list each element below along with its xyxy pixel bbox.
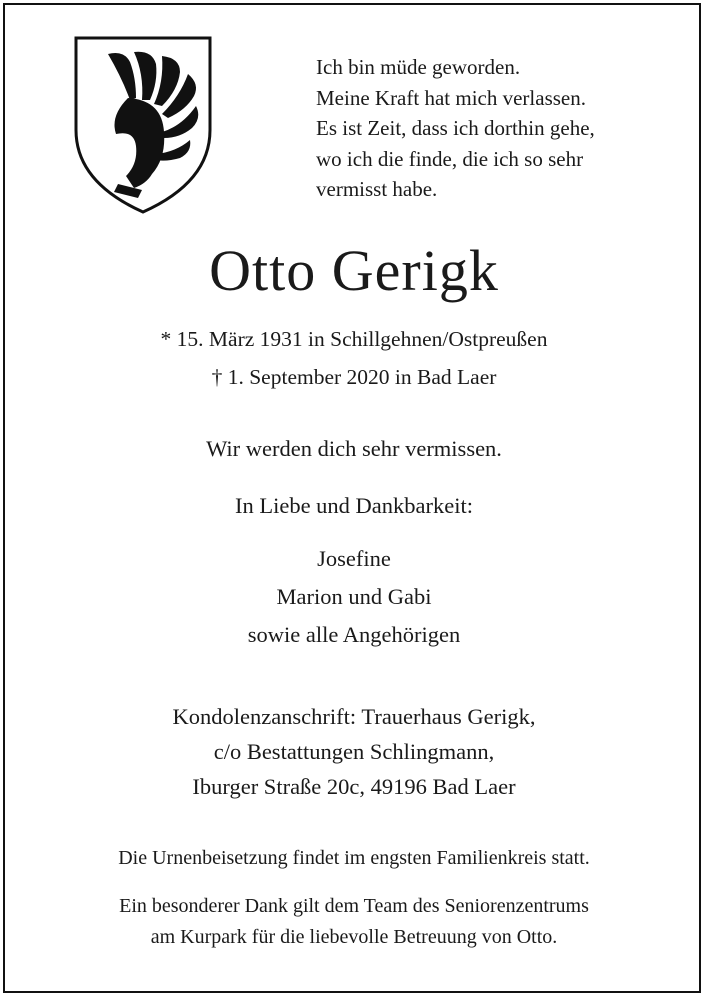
deceased-name: Otto Gerigk [209, 238, 499, 303]
poem-line: Es ist Zeit, dass ich dorthin gehe, [316, 116, 595, 140]
address-line: c/o Bestattungen Schlingmann, [213, 739, 495, 764]
birth-date: * 15. März 1931 in Schillgehnen/Ostpreußen [160, 327, 548, 351]
poem [316, 52, 676, 205]
thanks-line: am Kurpark für die liebevolle Betreuung von Otto. [150, 926, 558, 948]
address-line: Iburger Straße 20c, 49196 Bad Laer [192, 774, 516, 799]
life-dates [0, 320, 708, 396]
thanks-line: Ein besonderer Dank gilt dem Team des Seniorenzentrums [119, 895, 589, 917]
burial-note: Die Urnenbeisetzung findet im engsten Familienkreis statt. [118, 847, 590, 869]
mourners-list [0, 540, 708, 654]
thanks-note [0, 891, 708, 953]
poem-line: Ich bin müde geworden. [316, 55, 521, 79]
mourner: sowie alle Angehörigen [247, 622, 461, 647]
address-line: Kondolenzanschrift: Trauerhaus Gerigk, [172, 704, 536, 729]
coat-of-arms-eagle-wing-icon [72, 34, 214, 216]
poem-line: Meine Kraft hat mich verlassen. [316, 85, 586, 110]
mourner: Marion und Gabi [276, 584, 432, 609]
death-date: † 1. September 2020 in Bad Laer [211, 365, 497, 389]
condolence-address [0, 699, 708, 804]
poem-line: wo ich die finde, die ich so sehr [316, 146, 584, 171]
gratitude-line: In Liebe und Dankbarkeit: [234, 493, 474, 518]
poem-line: vermisst habe. [316, 177, 438, 201]
farewell-line: Wir werden dich sehr vermissen. [206, 436, 502, 461]
mourner: Josefine [317, 546, 391, 571]
